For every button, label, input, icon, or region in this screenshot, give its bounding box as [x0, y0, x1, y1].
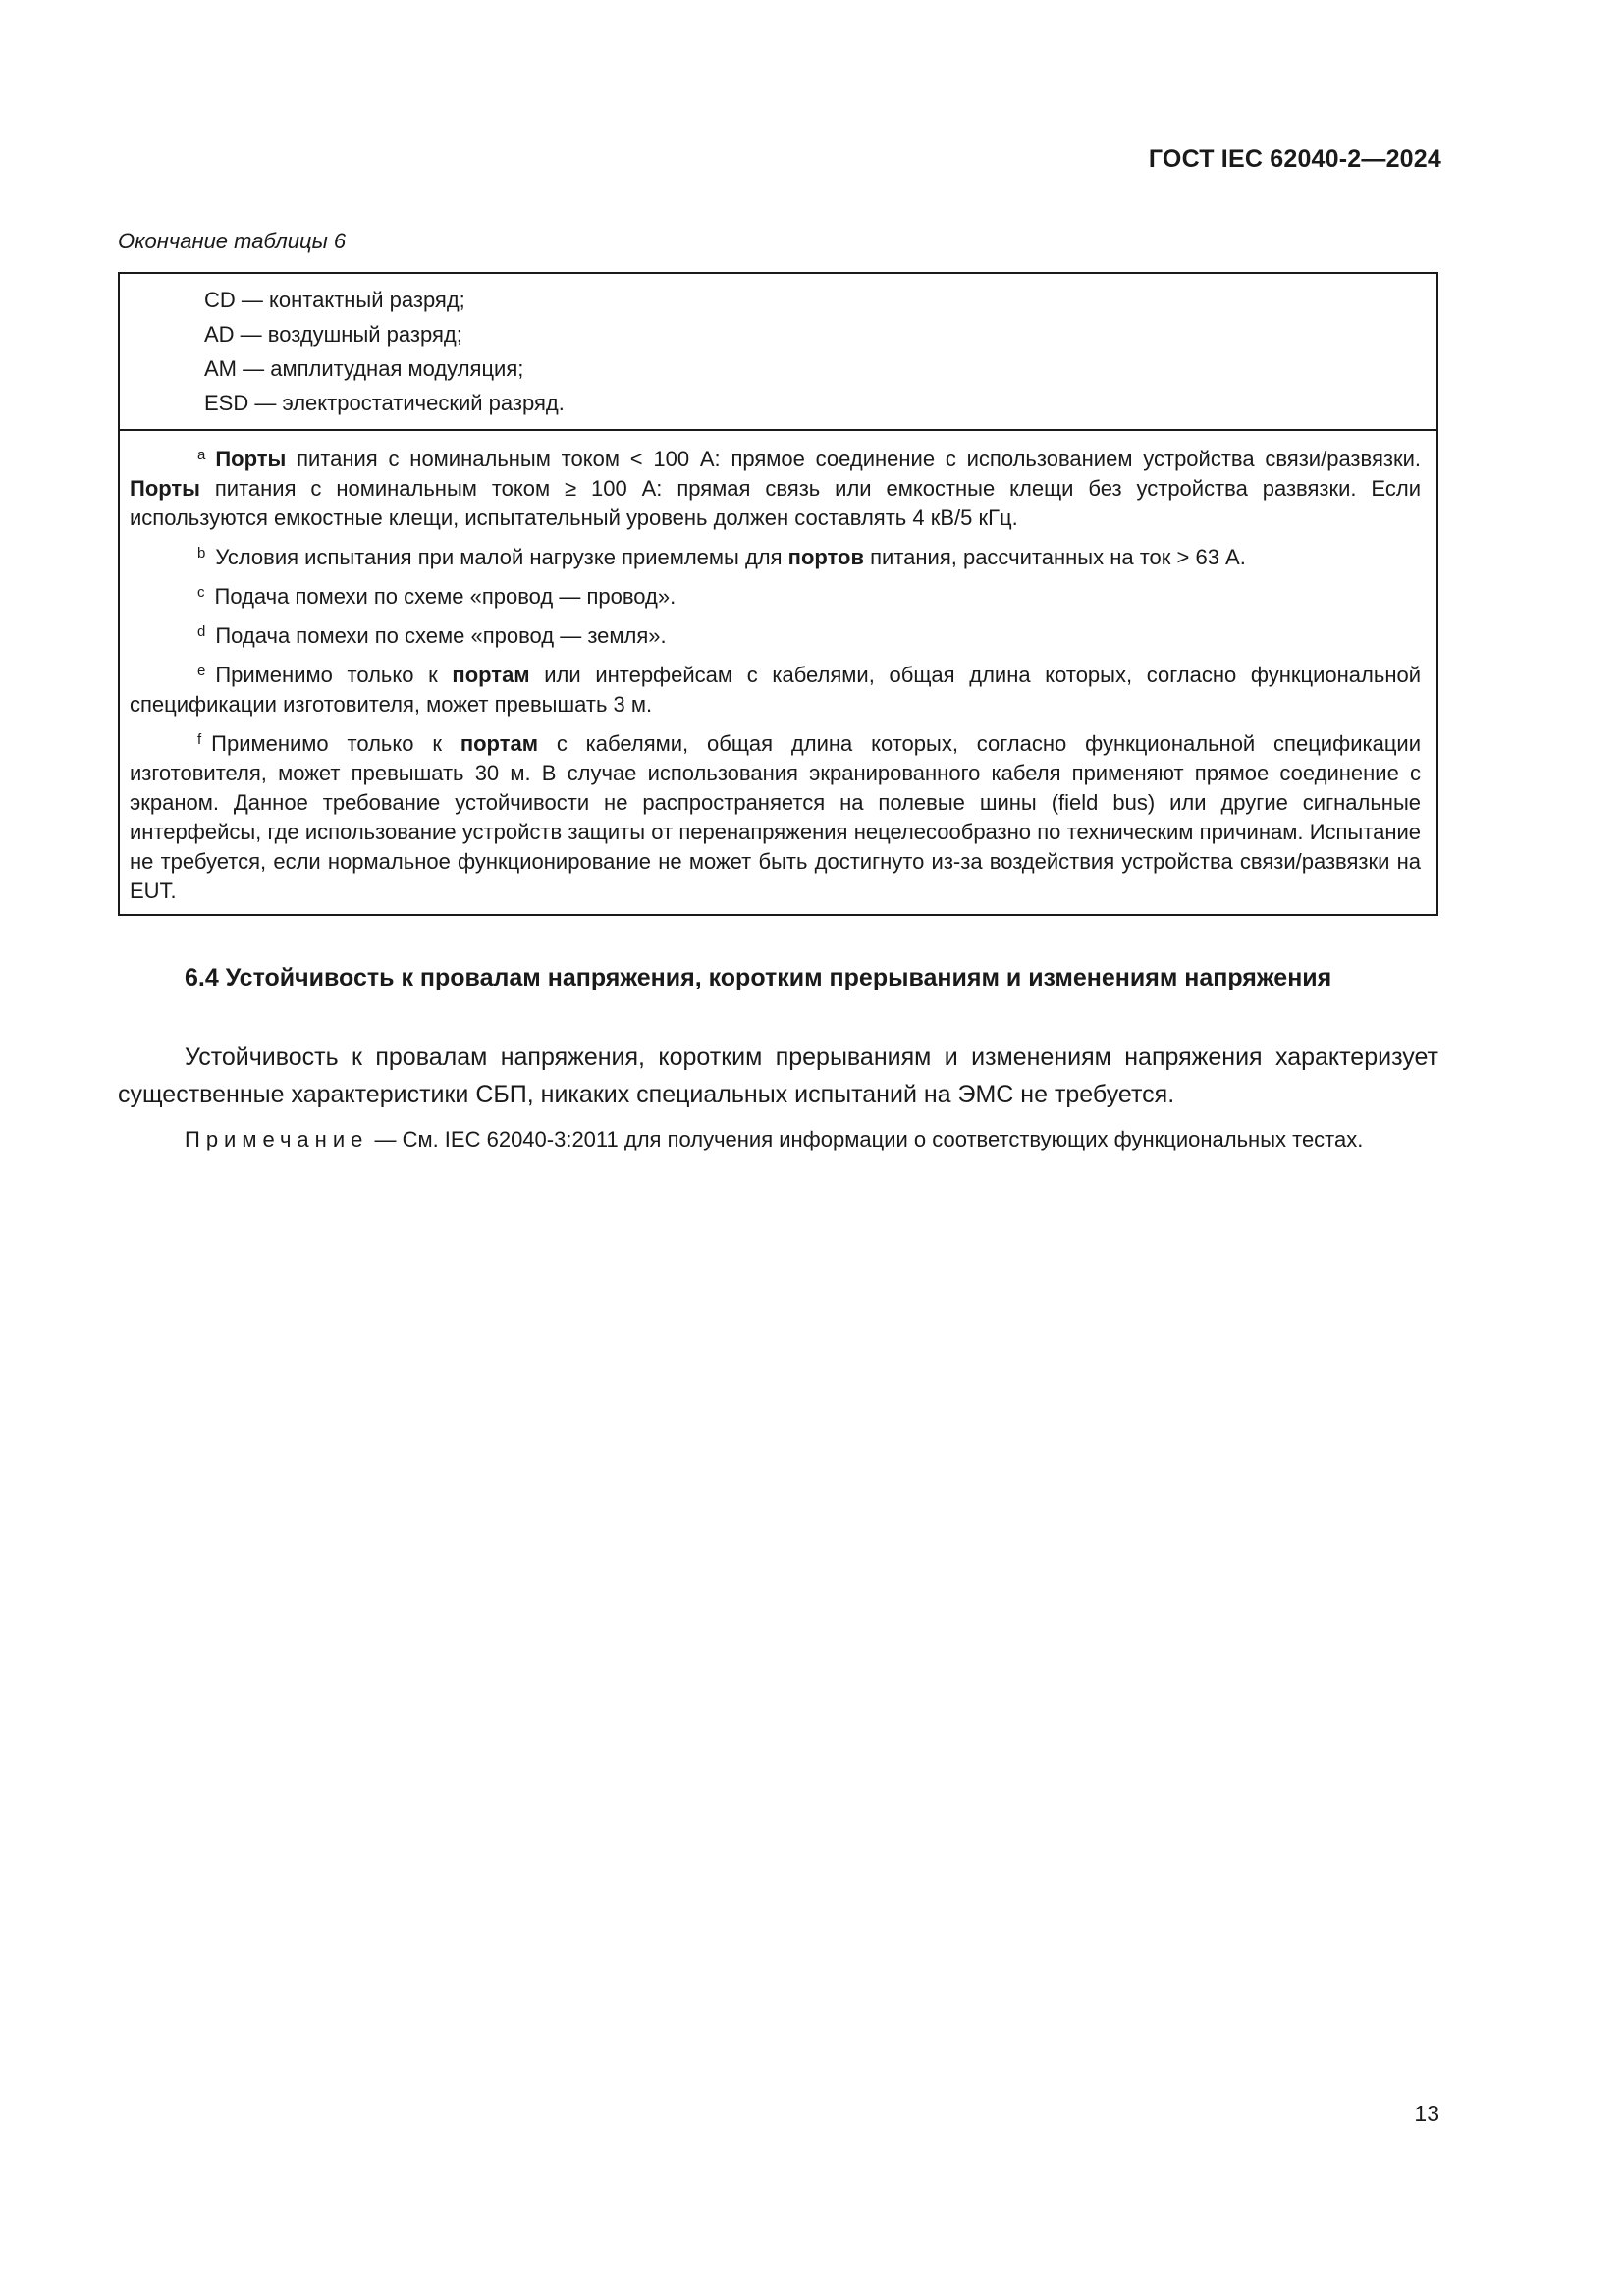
abbreviation-line: AM — амплитудная модуляция;: [204, 356, 524, 381]
footnote-mark: d: [197, 623, 206, 640]
section-note: [118, 1125, 1438, 1154]
footnote-term: портам: [460, 731, 538, 756]
footnote-mark: f: [197, 731, 202, 748]
table-continuation-label: Окончание таблицы 6: [118, 229, 347, 253]
footnote-text: Условия испытания при малой нагрузке приемлемы для: [215, 545, 788, 569]
footnote-text: питания, рассчитанных на ток > 63 А.: [864, 545, 1246, 569]
document-code: ГОСТ IEC 62040-2—2024: [1148, 145, 1441, 173]
footnote-a: [130, 441, 1421, 533]
footnote-b: [130, 539, 1421, 572]
footnote-mark: c: [197, 584, 205, 601]
footnote-text: питания с номинальным током ≥ 100 А: прямая связь или емкостные клещи без устройства развязки. Если используются емкостные клещи, испытательный уровень должен составлять 4 кВ/5 кГц.: [130, 476, 1421, 530]
abbreviation-line: CD — контактный разряд;: [204, 288, 465, 312]
footnote-text: Применимо только к: [211, 731, 460, 756]
footnote-e: [130, 657, 1421, 720]
abbreviation-line: AD — воздушный разряд;: [204, 322, 462, 347]
footnote-term: портам: [452, 663, 530, 687]
footnote-text: питания с номинальным током < 100 А: прямое соединение с использованием устройства связи/развязки.: [286, 447, 1421, 471]
section-paragraph: Устойчивость к провалам напряжения, коротким прерываниям и изменениям напряжения характеризует существенные характеристики СБП, никаких специальных испытаний на ЭМС не требуется.: [118, 1043, 1438, 1108]
footnote-mark: b: [197, 545, 206, 561]
footnote-mark: a: [197, 447, 206, 463]
abbreviations-list: [120, 274, 1436, 431]
footnote-text: с кабелями, общая длина которых, согласно функциональной спецификации изготовителя, может превышать 30 м. В случае использования экранированного кабеля применяют прямое соединение с экраном. Данное требование устойчивости не распространяется на полевые шины (field bus) или другие сигнальные интерфейсы, где использование устройств защиты от перенапряжения нецелесообразно по техническим причинам. Испытание не требуется, если нормальное функционирование не может быть достигнуто из-за воздействия устройства связи/развязки на EUT.: [130, 731, 1422, 903]
footnote-term: Порты: [215, 447, 287, 471]
footnote-mark: e: [197, 663, 206, 679]
section-heading: 6.4 Устойчивость к провалам напряжения, коротким прерываниям и изменениям напряжения: [185, 964, 1332, 991]
note-text: — См. IEC 62040-3:2011 для получения информации о соответствующих функциональных тестах.: [368, 1127, 1364, 1151]
table-6-end: [118, 272, 1438, 916]
footnote-text: Подача помехи по схеме «провод — провод».: [214, 584, 677, 609]
footnote-text: Применимо только к: [215, 663, 453, 687]
abbreviation-line: ESD — электростатический разряд.: [204, 391, 565, 415]
note-label: Примечание: [185, 1127, 369, 1151]
footnote-term: Порты: [130, 476, 200, 501]
footnote-f: [130, 725, 1421, 906]
page-number: 13: [1414, 2101, 1439, 2126]
footnote-term: портов: [787, 545, 864, 569]
footnote-c: [130, 578, 1421, 612]
footnote-text: Подача помехи по схеме «провод — земля».: [215, 623, 667, 648]
footnote-d: [130, 617, 1421, 651]
table-footnotes: [120, 431, 1436, 914]
footnote-text: или интерфейсам с кабелями, общая длина которых, согласно функциональной спецификации изготовителя, может превышать 3 м.: [130, 663, 1421, 717]
